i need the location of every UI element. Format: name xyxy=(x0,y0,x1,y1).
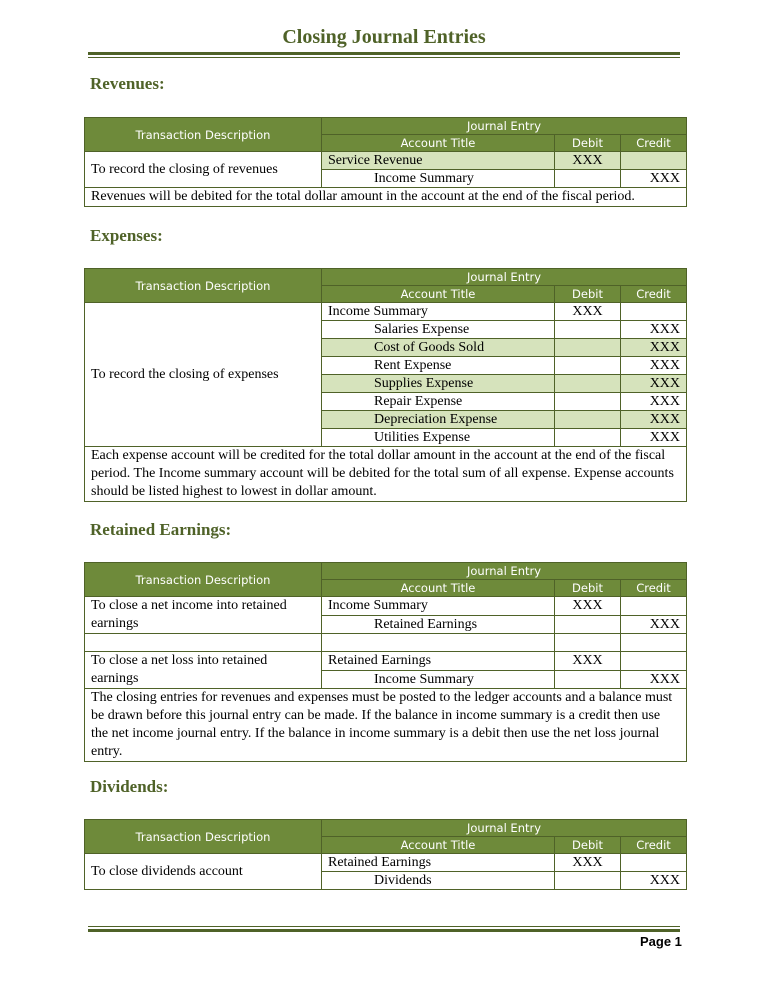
credit-amount xyxy=(621,303,687,321)
spacer-row xyxy=(85,634,687,652)
header-account-title: Account Title xyxy=(322,837,555,854)
debit-amount: XXX xyxy=(555,152,621,170)
bottom-rule-thin xyxy=(88,926,680,927)
debit-amount xyxy=(555,357,621,375)
account-title: Utilities Expense xyxy=(322,429,555,447)
debit-amount xyxy=(555,615,621,634)
account-title: Rent Expense xyxy=(322,357,555,375)
credit-amount: XXX xyxy=(621,170,687,188)
credit-amount: XXX xyxy=(621,429,687,447)
account-title: Income Summary xyxy=(322,303,555,321)
account-title: Cost of Goods Sold xyxy=(322,339,555,357)
debit-amount xyxy=(555,429,621,447)
table-row xyxy=(85,303,687,321)
header-description: Transaction Description xyxy=(85,820,322,854)
transaction-description: To close a net income into retained earnings xyxy=(85,597,322,634)
retained-earnings-note: The closing entries for revenues and expenses must be posted to the ledger accounts and a balance must be drawn before this journal entry can be made. If the balance in income summary is a credit then use the net income journal entry. If the balance in income summary is a debit then use the net loss journal entry. xyxy=(85,689,687,762)
debit-amount xyxy=(555,872,621,890)
account-title: Repair Expense xyxy=(322,393,555,411)
debit-amount xyxy=(555,411,621,429)
account-title: Income Summary xyxy=(322,670,555,689)
revenues-note: Revenues will be debited for the total dollar amount in the account at the end of the fiscal period. xyxy=(85,188,687,207)
header-debit: Debit xyxy=(555,837,621,854)
table-row xyxy=(85,152,687,170)
credit-amount: XXX xyxy=(621,411,687,429)
table-row xyxy=(85,652,687,671)
transaction-description: To record the closing of revenues xyxy=(85,152,322,188)
transaction-description: To close dividends account xyxy=(85,854,322,890)
credit-amount: XXX xyxy=(621,615,687,634)
expenses-table xyxy=(84,268,687,502)
header-journal-entry: Journal Entry xyxy=(322,118,687,135)
page-title: Closing Journal Entries xyxy=(282,26,486,48)
page-number: Page 1 xyxy=(640,934,682,949)
header-debit: Debit xyxy=(555,580,621,597)
header-account-title: Account Title xyxy=(322,286,555,303)
credit-amount: XXX xyxy=(621,393,687,411)
transaction-description: To close a net loss into retained earnings xyxy=(85,652,322,689)
revenues-heading: Revenues: xyxy=(90,74,165,93)
account-title: Salaries Expense xyxy=(322,321,555,339)
header-account-title: Account Title xyxy=(322,135,555,152)
debit-amount xyxy=(555,321,621,339)
credit-amount: XXX xyxy=(621,357,687,375)
expenses-heading: Expenses: xyxy=(90,226,163,245)
header-credit: Credit xyxy=(621,837,687,854)
debit-amount xyxy=(555,375,621,393)
account-title: Retained Earnings xyxy=(322,652,555,671)
header-credit: Credit xyxy=(621,580,687,597)
header-description: Transaction Description xyxy=(85,563,322,597)
header-description: Transaction Description xyxy=(85,118,322,152)
debit-amount: XXX xyxy=(555,597,621,616)
expenses-note: Each expense account will be credited for the total dollar amount in the account at the end of the fiscal period. The Income summary account will be debited for the total sum of all expense. Expense accounts should be listed highest to lowest in dollar amount. xyxy=(85,447,687,502)
header-journal-entry: Journal Entry xyxy=(322,820,687,837)
credit-amount: XXX xyxy=(621,872,687,890)
debit-amount xyxy=(555,670,621,689)
credit-amount: XXX xyxy=(621,339,687,357)
top-rule-thin xyxy=(88,57,680,58)
credit-amount xyxy=(621,152,687,170)
credit-amount: XXX xyxy=(621,375,687,393)
debit-amount xyxy=(555,170,621,188)
account-title: Retained Earnings xyxy=(322,615,555,634)
header-description: Transaction Description xyxy=(85,269,322,303)
credit-amount: XXX xyxy=(621,321,687,339)
credit-amount xyxy=(621,854,687,872)
credit-amount xyxy=(621,652,687,671)
header-account-title: Account Title xyxy=(322,580,555,597)
credit-amount xyxy=(621,597,687,616)
transaction-description: To record the closing of expenses xyxy=(85,303,322,447)
header-credit: Credit xyxy=(621,135,687,152)
dividends-table xyxy=(84,819,687,890)
account-title: Supplies Expense xyxy=(322,375,555,393)
table-row xyxy=(85,854,687,872)
top-rule-thick xyxy=(88,52,680,55)
header-debit: Debit xyxy=(555,286,621,303)
debit-amount: XXX xyxy=(555,854,621,872)
header-journal-entry: Journal Entry xyxy=(322,563,687,580)
dividends-heading: Dividends: xyxy=(90,777,169,796)
account-title: Service Revenue xyxy=(322,152,555,170)
account-title: Income Summary xyxy=(322,170,555,188)
revenues-table xyxy=(84,117,687,207)
account-title: Depreciation Expense xyxy=(322,411,555,429)
retained-earnings-heading: Retained Earnings: xyxy=(90,520,232,539)
header-debit: Debit xyxy=(555,135,621,152)
header-credit: Credit xyxy=(621,286,687,303)
debit-amount xyxy=(555,339,621,357)
account-title: Retained Earnings xyxy=(322,854,555,872)
account-title: Income Summary xyxy=(322,597,555,616)
debit-amount xyxy=(555,393,621,411)
debit-amount: XXX xyxy=(555,652,621,671)
credit-amount: XXX xyxy=(621,670,687,689)
bottom-rule-thick xyxy=(88,929,680,932)
table-row xyxy=(85,597,687,616)
retained-earnings-table xyxy=(84,562,687,762)
debit-amount: XXX xyxy=(555,303,621,321)
header-journal-entry: Journal Entry xyxy=(322,269,687,286)
account-title: Dividends xyxy=(322,872,555,890)
